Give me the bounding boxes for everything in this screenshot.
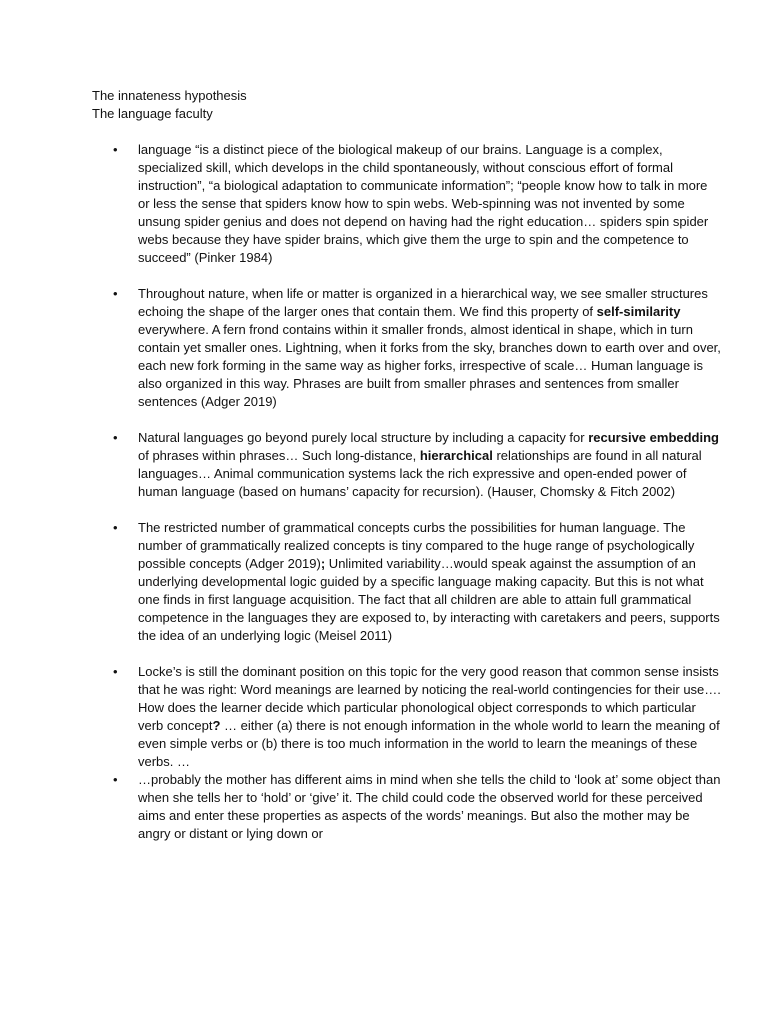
list-item (92, 285, 722, 411)
paragraph-text: language “is a distinct piece of the biological makeup of our brains. Language is a complex, specialized skill, which develops in the child spontaneously, without conscious effort of formal instruction”, “a biological adaptation to communicate information”; “people know how to talk in more or less the sense that spiders know how to spin webs. Web-spinning was not invented by some unsung spider genius and does not depend on having had the right education… spiders spin spider webs because they have spider brains, which give them the urge to spin and the competence to succeed” (Pinker 1984) (138, 142, 709, 265)
bullet-icon: • (113, 520, 118, 535)
document-title: The innateness hypothesis (92, 88, 247, 103)
bullet-list (92, 141, 721, 843)
paragraph-text: of phrases within phrases… Such long-distance, (138, 448, 420, 463)
list-item (92, 771, 722, 843)
paragraph-text: …probably the mother has different aims in mind when she tells the child to ‘look at’ some object than when she tells her to ‘hold’ or ‘give’ it. The child could code the observed world for these perceived aims and enter these properties as aspects of the words’ meanings. But also the mother may be angry or distant or lying down or (138, 772, 721, 841)
list-item (92, 519, 722, 645)
paragraph-text: Locke’s is still the dominant position on this topic for the very good reason that common sense insists that he was right: Word meanings are learned by noticing the real-world contingencies for their use…. How does the learner decide which particular phonological object corresponds to which particular verb concept (138, 664, 721, 733)
bold-punctuation: ; (320, 556, 326, 571)
paragraph-text: The restricted number of grammatical concepts curbs the possibilities for human language. The number of grammatically realized concepts is tiny compared to the huge range of psychologically possible concepts (Adger 2019) (138, 520, 695, 571)
bold-punctuation: ? (212, 718, 221, 733)
bullet-icon: • (113, 142, 118, 157)
paragraph-text: everywhere. A fern frond contains within it smaller fronds, almost identical in shape, which in turn contain yet smaller ones. Lightning, when it forks from the sky, branches down to earth over and over, each new fork forming in the same way as higher forks, irrespective of scale… Human language is also organized in this way. Phrases are built from smaller phrases and sentences from smaller sentences (Adger 2019) (138, 322, 721, 409)
paragraph-text: Natural languages go beyond purely local structure by including a capacity for (138, 430, 589, 445)
bullet-icon: • (113, 430, 118, 445)
bold-term: recursive embedding (588, 430, 719, 445)
bold-term: hierarchical (419, 448, 493, 463)
bullet-icon: • (113, 772, 118, 787)
list-item (92, 429, 722, 501)
list-item (92, 663, 722, 771)
paragraph-text: Throughout nature, when life or matter is organized in a hierarchical way, we see smaller structures echoing the shape of the larger ones that contain them. We find this property of (138, 286, 708, 319)
bullet-icon: • (113, 664, 118, 679)
list-item (92, 141, 722, 267)
document-subtitle: The language faculty (92, 106, 213, 121)
bold-term: self-similarity (596, 304, 681, 319)
paragraph-text: relationships are found in all natural languages… Animal communication systems lack the rich expressive and open-ended power of human language (based on humans’ capacity for recursion). (Hauser, Chomsky & Fitch 2002) (138, 448, 702, 499)
paragraph-text: Unlimited variability…would speak against the assumption of an underlying developmental logic guided by a specific language making capacity. But this is not what one finds in first language acquisition. The fact that all children are able to attain full grammatical competence in the languages they are exposed to, by interacting with caretakers and peers, supports the idea of an underlying logic (Meisel 2011) (138, 556, 720, 643)
paragraph-text: … either (a) there is not enough information in the whole world to learn the meaning of even simple verbs or (b) there is too much information in the world to learn the meanings of these verbs. … (138, 718, 720, 769)
bullet-icon: • (113, 286, 118, 301)
